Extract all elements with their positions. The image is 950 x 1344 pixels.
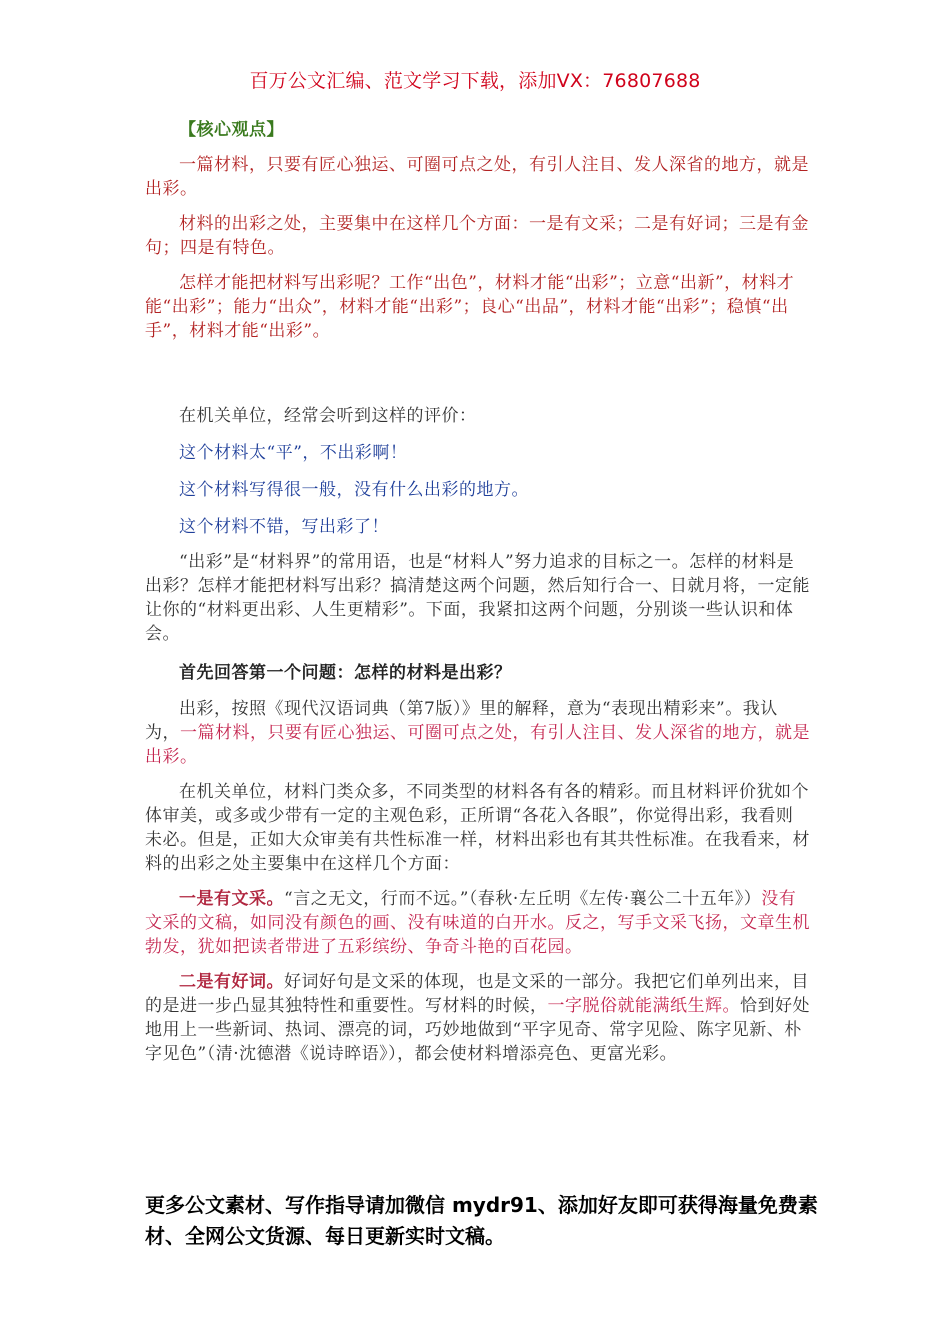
- intro-lead: 在机关单位，经常会听到这样的评价：: [179, 406, 477, 426]
- point-2-text-c: 恰到好处地用上一些新词、热词、漂亮的词，巧妙地做到“平字见奇、常字见险、陈字见新、朴字见色”（清·沈德潜《说诗晬语》），都会使材料增添亮色、更富光彩。: [145, 996, 810, 1064]
- quote-2: 这个材料写得很一般，没有什么出彩的地方。: [179, 480, 529, 500]
- point-1-label: 一是有文采。: [179, 889, 284, 909]
- point-1-highlight: 没有文采的文稿，如同没有颜色的画、没有味道的白开水。反之，写手文采飞扬，文章生机勃发，犹如把读者带进了五彩缤纷、争奇斗艳的百花园。: [145, 889, 810, 957]
- point-2-highlight: 一字脱俗就能满纸生辉。: [547, 996, 740, 1016]
- quote-3: 这个材料不错，写出彩了！: [179, 517, 389, 537]
- point-1-quote: “言之无文，行而不远。”（春秋·左丘明《左传·襄公二十五年》）: [284, 889, 762, 909]
- section-1-paragraph-1: [145, 697, 810, 769]
- core-paragraph-2: 材料的出彩之处，主要集中在这样几个方面：一是有文采；二是有好词；三是有金句；四是有特色。: [145, 214, 809, 258]
- section-1-heading: 首先回答第一个问题：怎样的材料是出彩？: [179, 663, 512, 683]
- point-2-paragraph: [145, 970, 810, 1066]
- section-1: [145, 661, 810, 1066]
- core-viewpoint-title: 【核心观点】: [179, 120, 284, 140]
- intro-paragraph: “出彩”是“材料界”的常用语，也是“材料人”努力追求的目标之一。怎样的材料是出彩？怎样才能把材料写出彩？搞清楚这两个问题，然后知行合一、日就月将，一定能让你的“材料更出彩、人生更精彩”。下面，我紧扣这两个问题，分别谈一些认识和体会。: [145, 552, 810, 644]
- section-1-paragraph-2: 在机关单位，材料门类众多，不同类型的材料各有各的精彩。而且材料评价犹如个体审美，或多或少带有一定的主观色彩，正所谓“各花入各眼”，你觉得出彩，我看则未必。但是，正如大众审美有共性标准一样，材料出彩也有其共性标准。在我看来，材料的出彩之处主要集中在这样几个方面：: [145, 782, 810, 874]
- intro-section: [145, 404, 810, 646]
- footer-promo: 更多公文素材、写作指导请加微信 mydr91、添加好友即可获得海量免费素材、全网公文货源、每日更新实时文稿。: [145, 1193, 818, 1248]
- definition-highlight: 一篇材料，只要有匠心独运、可圈可点之处，有引人注目、发人深省的地方，就是出彩。: [145, 723, 810, 767]
- point-1-paragraph: [145, 887, 810, 959]
- point-2-text-a: 好词好句是文采的体现，也是文采的一部分。我把它们单列出来，目的是进一步凸显其独特性和重要性。写材料的时候，: [145, 972, 809, 1016]
- core-viewpoint-section: [145, 118, 810, 343]
- core-paragraph-3: 怎样才能把材料写出彩呢？工作“出色”，材料才能“出彩”；立意“出新”，材料才能“出彩”；能力“出众”，材料才能“出彩”；良心“出品”，材料才能“出彩”；稳慎“出手”，材料才能“出彩”。: [145, 273, 795, 341]
- header-banner: 百万公文汇编、范文学习下载，添加VX：76807688: [249, 70, 701, 92]
- core-paragraph-1: 一篇材料，只要有匠心独运、可圈可点之处，有引人注目、发人深省的地方，就是出彩。: [145, 155, 809, 199]
- point-2-label: 二是有好词。: [179, 972, 284, 992]
- definition-text: 出彩，按照《现代汉语词典（第7版）》里的解释，意为“表现出精彩来”。我认为，: [145, 699, 778, 743]
- quote-1: 这个材料太“平”，不出彩啊！: [179, 443, 408, 463]
